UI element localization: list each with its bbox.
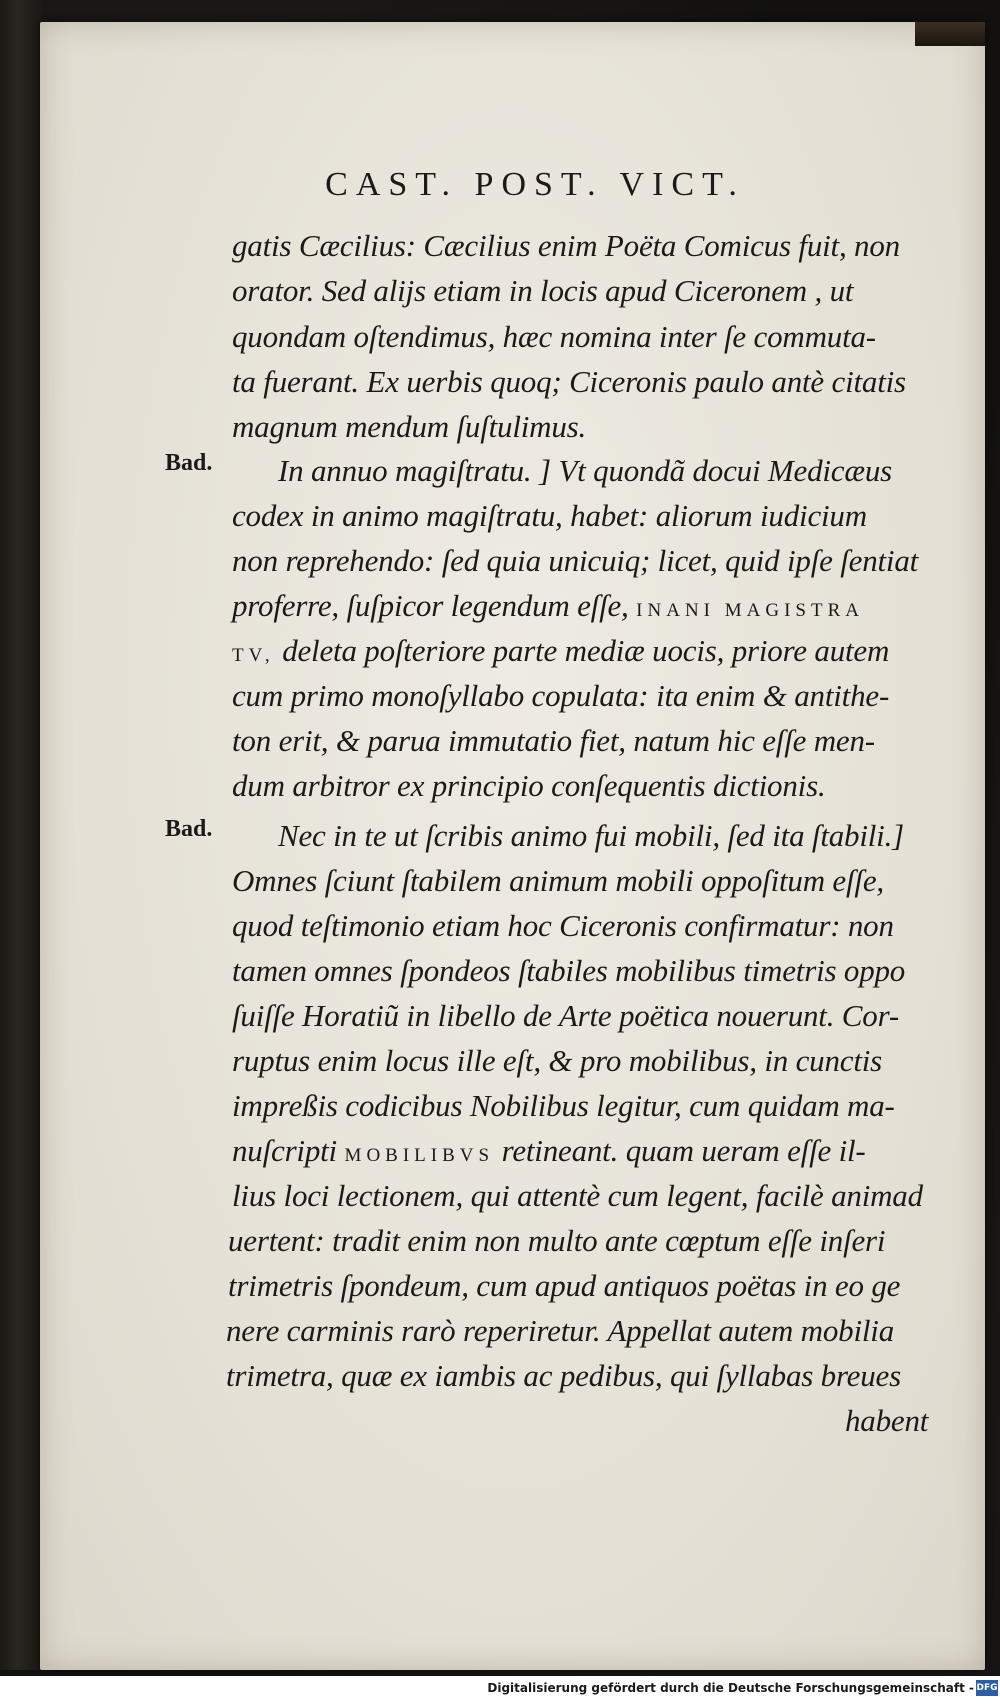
text-line: dum arbitror ex principio conſequentis dictionis. [232, 768, 826, 803]
small-caps-word: TV, [232, 645, 275, 666]
text-line [232, 635, 889, 666]
text-line: lius loci lectionem, qui attentè cum legent, facilè animad [232, 1178, 923, 1213]
text-line: In annuo magiſtratu. ] Vt quondã docui Medicæus [278, 453, 893, 488]
text-line: non reprehendo: ſed quia unicuiq; licet, quid ipſe ſentiat [232, 543, 919, 578]
text-line: ton erit, & parua immutatio fiet, natum hic eſſe men- [232, 723, 875, 758]
text-line: magnum mendum ſuſtulimus. [232, 409, 587, 444]
text-line: Nec in te ut ſcribis animo fui mobili, ſed ita ſtabili.] [278, 818, 904, 853]
text-line-part: proferre, ſuſpicor legendum eſſe, [232, 588, 629, 623]
text-line: ſuiſſe Horatiũ in libello de Arte poëtica nouerunt. Cor- [232, 998, 899, 1033]
text-line: ruptus enim locus ille eſt, & pro mobilibus, in cunctis [232, 1043, 883, 1078]
text-line-part: deleta poſteriore parte mediæ uocis, priore autem [282, 633, 890, 668]
margin-note: Bad. [165, 450, 213, 476]
text-line [232, 590, 864, 621]
text-line: impreßis codicibus Nobilibus legitur, cum quidam ma- [232, 1088, 895, 1123]
margin-note: Bad. [165, 816, 213, 842]
text-line: ta fuerant. Ex uerbis quoq; Ciceronis paulo antè citatis [232, 364, 906, 399]
text-line: uertent: tradit enim non multo ante cœptum eſſe inſeri [228, 1223, 886, 1258]
text-line: codex in animo magiſtratu, habet: aliorum iudicium [232, 498, 867, 533]
text-line: trimetris ſpondeum, cum apud antiquos poëtas in eo ge [228, 1268, 901, 1303]
text-line-part: retineant. quam ueram eſſe il- [501, 1133, 866, 1168]
dfg-logo: DFG [976, 1680, 998, 1696]
text-line: quod teſtimonio etiam hoc Ciceronis confirmatur: non [232, 908, 894, 943]
text-line: cum primo monoſyllabo copulata: ita enim & antithe- [232, 678, 890, 713]
text-line: tamen omnes ſpondeos ſtabiles mobilibus timetris oppo [232, 953, 906, 988]
text-line: trimetra, quæ ex iambis ac pedibus, qui ſyllabas breues [226, 1358, 901, 1393]
text-line: orator. Sed alijs etiam in locis apud Ciceronem , ut [232, 273, 854, 308]
text-line: gatis Cæcilius: Cæcilius enim Poëta Comicus fuit, non [232, 228, 900, 263]
text-line [232, 1135, 866, 1166]
catchword: habent [845, 1403, 929, 1438]
running-head: CAST. POST. VICT. [325, 166, 745, 203]
small-caps-word: INANI MAGISTRA [636, 600, 864, 621]
footer-bar [0, 1676, 1000, 1704]
text-line: nere carminis rarò reperiretur. Appellat autem mobilia [226, 1313, 894, 1348]
funding-credit: Digitalisierung gefördert durch die Deutsche Forschungsgemeinschaft - [487, 1681, 974, 1695]
text-line: quondam oſtendimus, hæc nomina inter ſe commuta- [232, 319, 876, 354]
small-caps-word: MOBILIBVS [344, 1145, 495, 1166]
text-line: Omnes ſciunt ſtabilem animum mobili oppoſitum eſſe, [232, 863, 884, 898]
text-line-part: nuſcripti [232, 1133, 337, 1168]
